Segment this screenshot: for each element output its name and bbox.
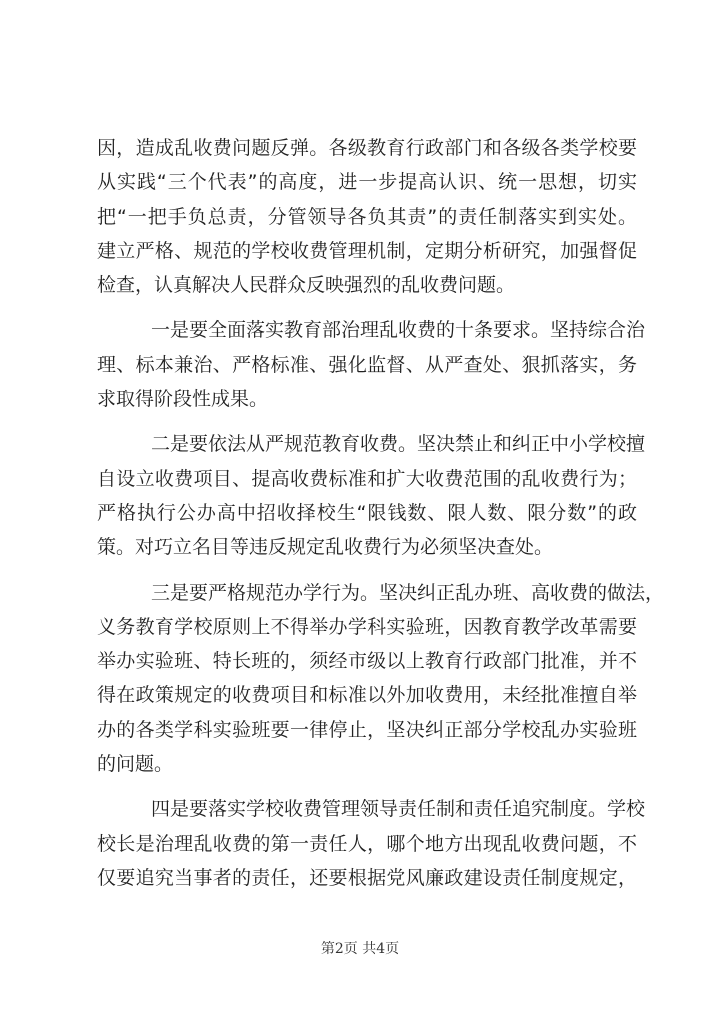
paragraph — [97, 792, 646, 895]
text-line: 自设立收费项目、提高收费标准和扩大收费范围的乱收费行为； — [97, 467, 637, 490]
text-line: 求取得阶段性成果。 — [97, 388, 269, 411]
text-line: 义务教育学校原则上不得举办学科实验班，因教育教学改革需要 — [97, 615, 637, 638]
text-line: 一是要全面落实教育部治理乱收费的十条要求。坚持综合治 — [151, 319, 646, 342]
text-line: 的问题。 — [97, 753, 174, 776]
text-line: 检查，认真解决人民群众反映强烈的乱收费问题。 — [97, 274, 516, 297]
text-line: 校长是治理乱收费的第一责任人，哪个地方出现乱收费问题，不 — [97, 832, 637, 855]
text-line: 从实践“三个代表”的高度，进一步提高认识、统一思想，切实 — [97, 171, 637, 194]
text-line: 建立严格、规范的学校收费管理机制，定期分析研究，加强督促 — [97, 239, 637, 262]
text-line: 办的各类学科实验班要一律停止，坚决纠正部分学校乱办实验班 — [97, 718, 637, 741]
text-line: 二是要依法从严规范教育收费。坚决禁止和纠正中小学校擅 — [151, 433, 646, 456]
text-line: 得在政策规定的收费项目和标准以外加收费用，未经批准擅自举 — [97, 684, 637, 707]
paragraph — [97, 427, 646, 564]
text-line: 策。对巧立名目等违反规定乱收费行为必须坚决查处。 — [97, 536, 554, 559]
text-line: 理、标本兼治、严格标准、强化监督、从严查处、狠抓落实，务 — [97, 353, 637, 376]
paragraph — [97, 313, 646, 416]
text-line: 仅要追究当事者的责任，还要根据党风廉政建设责任制度规定， — [97, 866, 637, 889]
paragraph — [97, 131, 637, 302]
paragraph — [97, 576, 665, 782]
text-line: 举办实验班、特长班的，须经市级以上教育行政部门批准，并不 — [97, 650, 637, 673]
text-line: 把“一把手负总责，分管领导各负其责”的责任制落实到实处。 — [97, 205, 637, 228]
text-line: 三是要严格规范办学行为。坚决纠正乱办班、高收费的做法， — [151, 581, 665, 604]
text-line: 因，造成乱收费问题反弹。各级教育行政部门和各级各类学校要 — [97, 137, 637, 159]
document-body — [97, 131, 665, 906]
text-line: 严格执行公办高中招收择校生“限钱数、限人数、限分数”的政 — [97, 501, 637, 524]
page-footer: 第2页 共4页 — [320, 941, 400, 957]
text-line: 四是要落实学校收费管理领导责任制和责任追究制度。学校 — [151, 798, 646, 821]
